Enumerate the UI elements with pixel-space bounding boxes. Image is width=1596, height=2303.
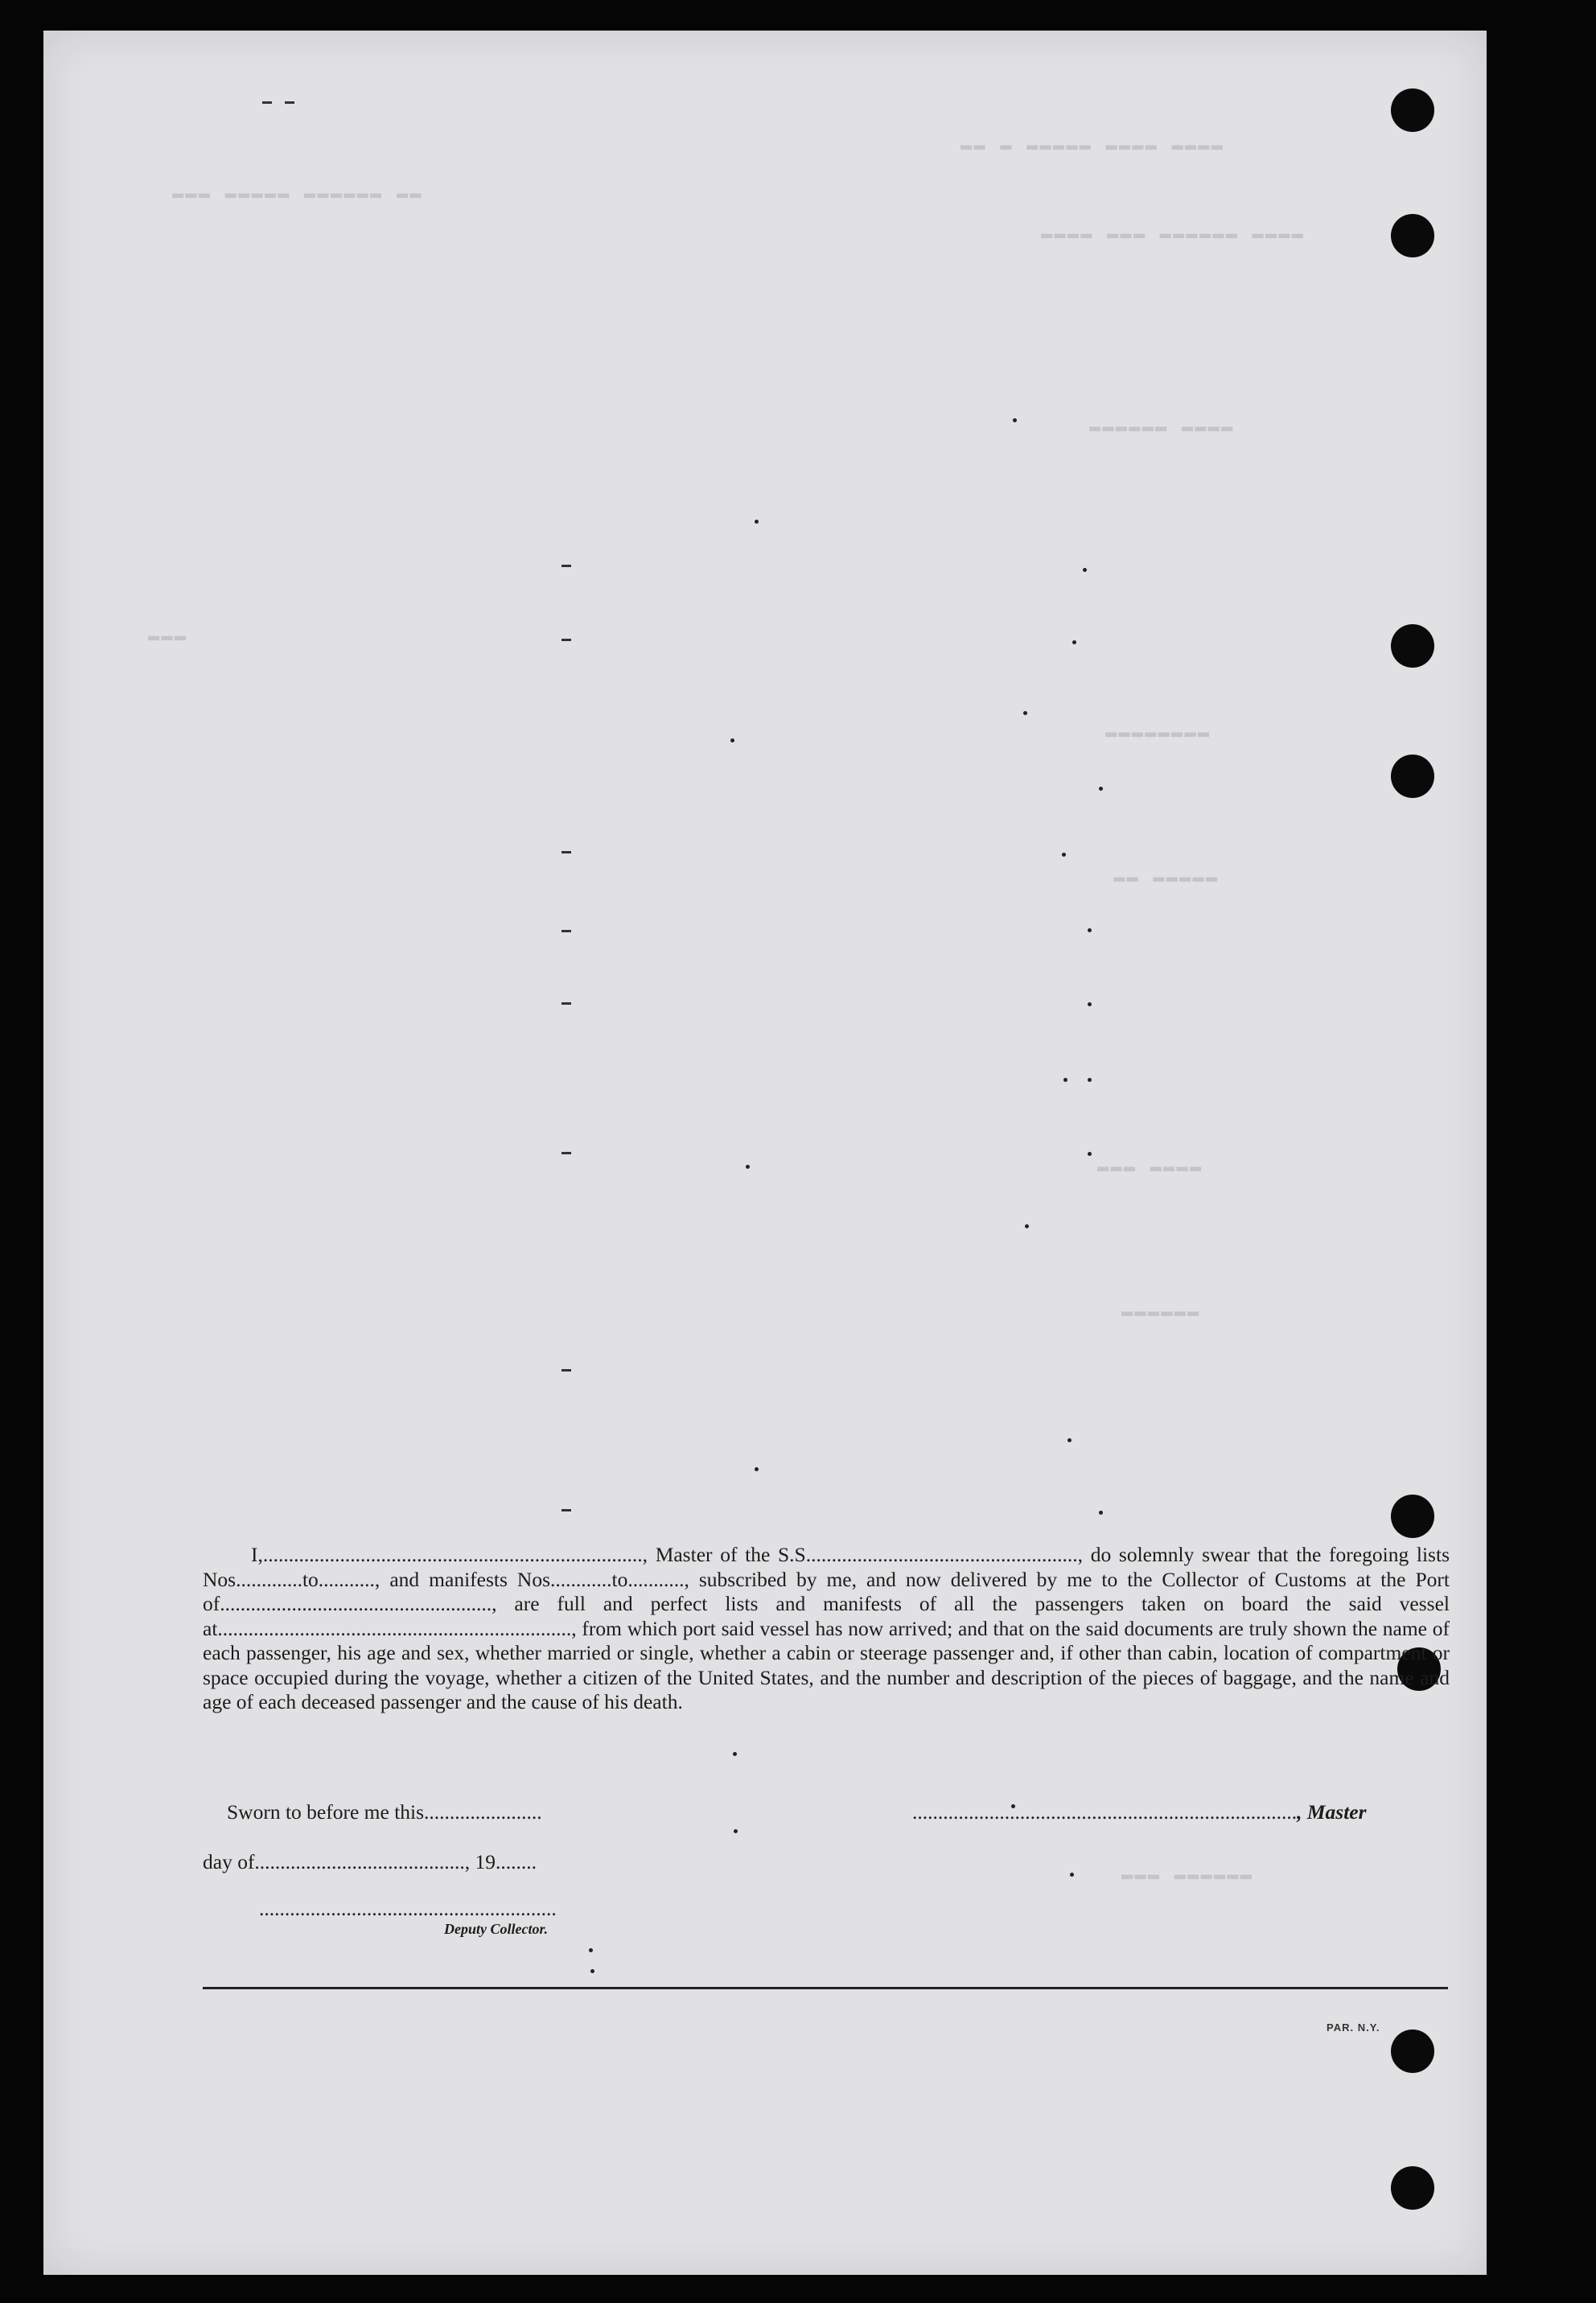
ink-mark <box>561 851 571 853</box>
ink-mark <box>746 1165 750 1169</box>
ink-mark <box>1067 1438 1072 1442</box>
collector-label: Deputy Collector. <box>444 1921 548 1937</box>
oath-statement <box>203 1543 1450 1715</box>
printer-mark: PAR. N.Y. <box>1327 2021 1380 2034</box>
master-signature-line <box>912 1800 1367 1824</box>
bleed-through-texture: ▬▬▬▬▬▬ <box>1121 1302 1201 1323</box>
ink-mark <box>561 930 571 932</box>
punch-hole <box>1391 1495 1434 1538</box>
punch-hole <box>1391 88 1434 132</box>
ink-mark <box>561 1002 571 1005</box>
bleed-through-texture: ▬▬▬▬▬▬▬▬ <box>1105 722 1211 744</box>
bleed-through-texture: ▬▬▬▬ ▬▬▬ ▬▬▬▬▬▬ ▬▬▬▬ <box>1041 224 1306 245</box>
collector-label-line <box>444 1921 548 1938</box>
ink-mark <box>1023 711 1027 715</box>
ink-mark <box>1072 640 1076 644</box>
bleed-through-texture: ▬▬▬ ▬▬▬▬ <box>1097 1157 1203 1178</box>
ink-mark <box>1063 1078 1067 1082</box>
ink-mark <box>589 1948 593 1952</box>
sworn-before-line <box>227 1800 542 1824</box>
ink-mark <box>1099 787 1103 791</box>
master-line: ........................................................................... <box>912 1800 1298 1824</box>
ink-mark <box>561 565 571 567</box>
ink-mark <box>262 101 272 104</box>
ink-mark <box>1025 1224 1029 1228</box>
ink-mark <box>755 520 759 524</box>
collector-line: .......................................................... <box>259 1897 557 1920</box>
bleed-through-texture: ▬▬▬ ▬▬▬▬▬▬ <box>1121 1865 1254 1886</box>
ink-mark <box>1099 1511 1103 1515</box>
ink-mark <box>1088 928 1092 932</box>
bleed-through-texture: ▬▬▬ <box>148 626 188 648</box>
bleed-through-texture: ▬▬▬ ▬▬▬▬▬ ▬▬▬▬▬▬ ▬▬ <box>172 183 423 205</box>
ink-mark <box>1083 568 1087 572</box>
ink-mark <box>1088 1152 1092 1156</box>
ink-mark <box>734 1829 738 1833</box>
ink-mark <box>561 1152 571 1154</box>
ink-mark <box>1070 1873 1074 1877</box>
master-label: , Master <box>1297 1800 1367 1824</box>
ink-mark <box>1013 418 1017 422</box>
punch-hole <box>1391 2030 1434 2073</box>
collector-signature-line <box>259 1897 557 1921</box>
sworn-label: Sworn to before me this....................... <box>227 1800 542 1824</box>
document-page <box>43 31 1487 2275</box>
ink-mark <box>730 738 734 742</box>
ink-mark <box>1088 1002 1092 1006</box>
punch-hole <box>1391 755 1434 798</box>
day-of-line <box>203 1850 537 1874</box>
ink-mark <box>561 639 571 641</box>
bleed-through-texture: ▬▬▬▬▬▬ ▬▬▬▬ <box>1089 417 1235 438</box>
oath-text: I,.........................................................................., Master of the S.S....................................................., do solemnly swear that the foregoing lists Nos.............to..........., and manifests Nos............to..........., subscribed by me, and now delivered by me to the Collector of Customs at the Port of....................................................., are full and perfect lists and manifests of all the passengers taken on board the said vessel at....................................................................., from which port said vessel has now arrived; and that on the said documents are truly shown the name of each passenger, his age and sex, whether married or single, whether a cabin or steerage passenger and, if other than cabin, location of compartment or space occupied during the voyage, whether a citizen of the United States, and the number and description of the pieces of baggage, and the name and age of each deceased passenger and the cause of his death. <box>203 1543 1450 1713</box>
bleed-through-texture: ▬▬ ▬▬▬▬▬ <box>1113 867 1220 889</box>
ink-mark <box>285 101 294 104</box>
bleed-through-texture: ▬▬ ▬ ▬▬▬▬▬ ▬▬▬▬ ▬▬▬▬ <box>960 135 1225 157</box>
ink-mark <box>590 1969 594 1973</box>
ink-mark <box>561 1509 571 1511</box>
ink-mark <box>755 1467 759 1471</box>
punch-hole <box>1391 214 1434 257</box>
ink-mark <box>733 1752 737 1756</box>
ink-mark <box>1062 853 1066 857</box>
ink-mark <box>1088 1078 1092 1082</box>
punch-hole <box>1391 2166 1434 2210</box>
ink-mark <box>561 1369 571 1372</box>
day-label: day of........................................., 19........ <box>203 1850 537 1873</box>
punch-hole <box>1391 624 1434 668</box>
bottom-rule <box>203 1987 1448 1989</box>
